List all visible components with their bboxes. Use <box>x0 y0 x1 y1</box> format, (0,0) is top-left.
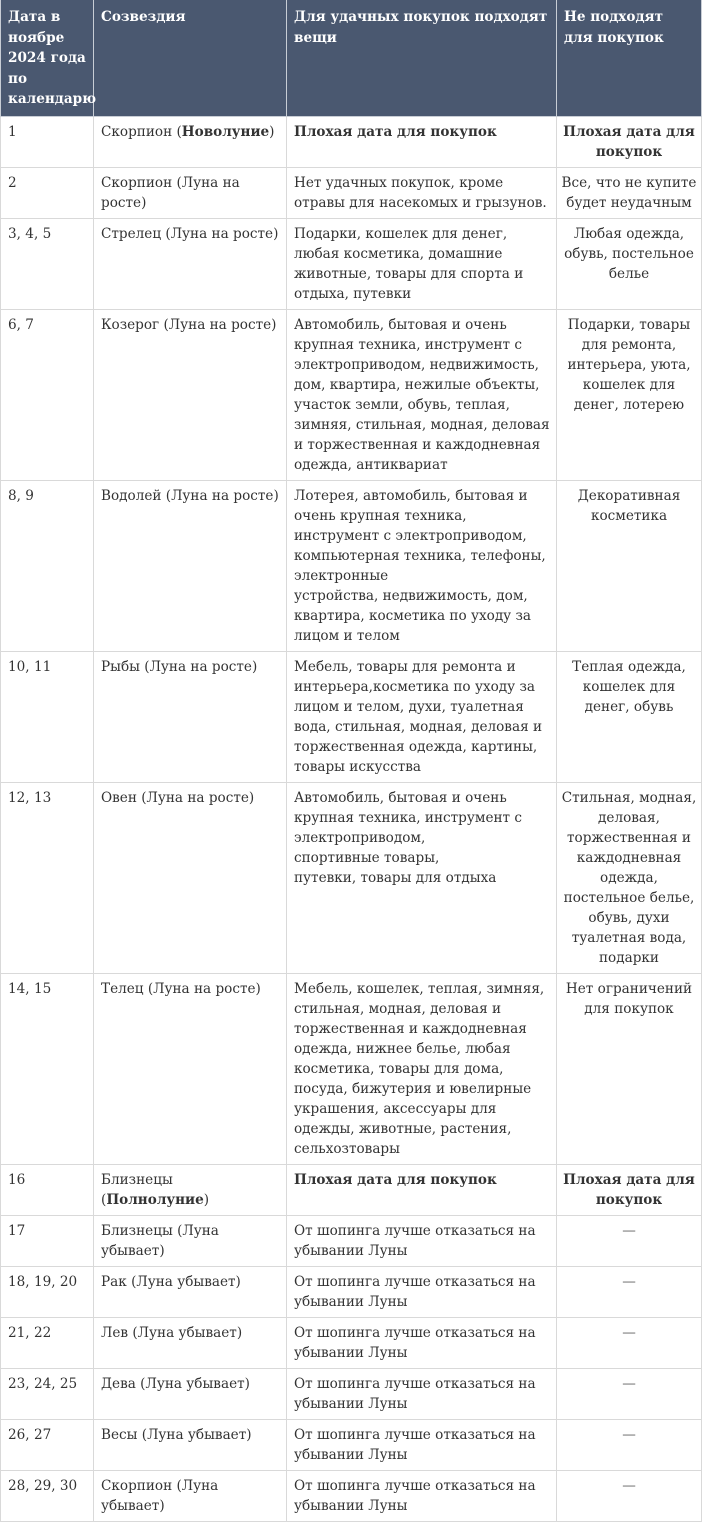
cell-good: Автомобиль, бытовая и очень крупная техника, инструмент с электроприводом, недвижимость, дом, квартира, нежилые объекты, участок земли, обувь, теплая, зимняя, стильная, модная, деловая и торжественная и каждодневная одежда, антиквариат <box>287 309 557 480</box>
cell-bad: — <box>557 1317 702 1368</box>
table-row <box>1 782 702 973</box>
table-row <box>1 651 702 782</box>
cell-good <box>287 480 557 651</box>
table-row <box>1 973 702 1164</box>
header-constellation: Созвездия <box>94 0 287 116</box>
cell-date: 28, 29, 30 <box>1 1470 94 1521</box>
good-line: Автомобиль, бытовая и очень крупная техника, инструмент с электроприводом, <box>294 789 523 846</box>
moon-phase: Полнолуние <box>106 1191 204 1208</box>
header-date: Дата в ноябре 2024 года по календарю <box>1 0 94 116</box>
cell-good: Плохая дата для покупок <box>287 1164 557 1215</box>
cell-date: 18, 19, 20 <box>1 1266 94 1317</box>
good-line: Лотерея, автомобиль, бытовая и очень крупная техника, инструмент с электроприводом, компьютерная техника, телефоны, электронные <box>294 487 546 584</box>
cell-date: 10, 11 <box>1 651 94 782</box>
constellation-name: Скорпион ( <box>101 123 182 140</box>
cell-good: От шопинга лучше отказаться на убывании Луны <box>287 1368 557 1419</box>
table-row <box>1 480 702 651</box>
cell-date: 26, 27 <box>1 1419 94 1470</box>
cell-date: 3, 4, 5 <box>1 218 94 309</box>
cell-bad: Стильная, модная, деловая, торжественная и каждодневная одежда, постельное белье, обувь, духи туалетная вода, подарки <box>557 782 702 973</box>
cell-bad: Любая одежда, обувь, постельное белье <box>557 218 702 309</box>
cell-date: 21, 22 <box>1 1317 94 1368</box>
cell-good: Плохая дата для покупок <box>287 116 557 167</box>
table-header <box>1 0 702 116</box>
cell-constellation: Водолей (Луна на росте) <box>94 480 287 651</box>
good-line: спортивные товары, <box>294 849 440 866</box>
constellation-name: Близнецы ( <box>101 1171 173 1208</box>
cell-date: 23, 24, 25 <box>1 1368 94 1419</box>
cell-bad: Плохая дата для покупок <box>557 116 702 167</box>
table-body <box>1 116 702 1521</box>
cell-constellation: Овен (Луна на росте) <box>94 782 287 973</box>
cell-constellation: Лев (Луна убывает) <box>94 1317 287 1368</box>
cell-date: 8, 9 <box>1 480 94 651</box>
cell-date: 12, 13 <box>1 782 94 973</box>
cell-constellation: Стрелец (Луна на росте) <box>94 218 287 309</box>
cell-date: 14, 15 <box>1 973 94 1164</box>
good-line: путевки, товары для отдыха <box>294 869 497 886</box>
table-row <box>1 1419 702 1470</box>
cell-good: От шопинга лучше отказаться на убывании Луны <box>287 1470 557 1521</box>
cell-bad: — <box>557 1266 702 1317</box>
cell-bad: Все, что не купите будет неудачным <box>557 167 702 218</box>
cell-date: 17 <box>1 1215 94 1266</box>
cell-constellation: Близнецы (Луна убывает) <box>94 1215 287 1266</box>
table-row <box>1 1470 702 1521</box>
cell-good: Мебель, товары для ремонта и интерьера,косметика по уходу за лицом и телом, духи, туалетная вода, стильная, модная, деловая и торжественная одежда, картины, товары искусства <box>287 651 557 782</box>
cell-constellation: Рыбы (Луна на росте) <box>94 651 287 782</box>
table-row <box>1 1317 702 1368</box>
table-row <box>1 1164 702 1215</box>
cell-bad: Теплая одежда, кошелек для денег, обувь <box>557 651 702 782</box>
cell-constellation: Дева (Луна убывает) <box>94 1368 287 1419</box>
header-good-purchases: Для удачных покупок подходят вещи <box>287 0 557 116</box>
cell-constellation: Весы (Луна убывает) <box>94 1419 287 1470</box>
cell-good <box>287 782 557 973</box>
cell-constellation: Телец (Луна на росте) <box>94 973 287 1164</box>
moon-phase: Новолуние <box>181 123 270 140</box>
cell-constellation: Скорпион (Луна убывает) <box>94 1470 287 1521</box>
table-row <box>1 1368 702 1419</box>
header-row <box>1 0 702 116</box>
cell-constellation <box>94 116 287 167</box>
cell-bad: Нет ограничений для покупок <box>557 973 702 1164</box>
cell-bad: — <box>557 1215 702 1266</box>
cell-good: Нет удачных покупок, кроме отравы для насекомых и грызунов. <box>287 167 557 218</box>
cell-constellation: Рак (Луна убывает) <box>94 1266 287 1317</box>
cell-good: От шопинга лучше отказаться на убывании Луны <box>287 1419 557 1470</box>
cell-date: 1 <box>1 116 94 167</box>
cell-constellation: Скорпион (Луна на росте) <box>94 167 287 218</box>
table-row <box>1 116 702 167</box>
table-row <box>1 1266 702 1317</box>
cell-good: От шопинга лучше отказаться на убывании Луны <box>287 1317 557 1368</box>
cell-constellation <box>94 1164 287 1215</box>
table-row <box>1 309 702 480</box>
cell-date: 16 <box>1 1164 94 1215</box>
cell-good: Мебель, кошелек, теплая, зимняя, стильная, модная, деловая и торжественная и каждодневная одежда, нижнее белье, любая косметика, товары для дома, посуда, бижутерия и ювелирные украшения, аксессуары для одежды, животные, растения, сельхозтовары <box>287 973 557 1164</box>
cell-bad: — <box>557 1419 702 1470</box>
constellation-close: ) <box>203 1191 210 1208</box>
cell-bad: Подарки, товары для ремонта, интерьера, уюта, кошелек для денег, лотерею <box>557 309 702 480</box>
cell-bad: — <box>557 1368 702 1419</box>
table-row <box>1 218 702 309</box>
cell-bad: Декоративная косметика <box>557 480 702 651</box>
table-row <box>1 1215 702 1266</box>
constellation-close: ) <box>269 123 275 140</box>
cell-good: От шопинга лучше отказаться на убывании Луны <box>287 1215 557 1266</box>
cell-date: 2 <box>1 167 94 218</box>
cell-date: 6, 7 <box>1 309 94 480</box>
cell-bad: — <box>557 1470 702 1521</box>
cell-bad: Плохая дата для покупок <box>557 1164 702 1215</box>
table-row <box>1 167 702 218</box>
header-bad-purchases: Не подходят для покупок <box>557 0 702 116</box>
cell-good: От шопинга лучше отказаться на убывании Луны <box>287 1266 557 1317</box>
cell-constellation: Козерог (Луна на росте) <box>94 309 287 480</box>
cell-good: Подарки, кошелек для денег, любая косметика, домашние животные, товары для спорта и отдыха, путевки <box>287 218 557 309</box>
good-line: устройства, недвижимость, дом, квартира, косметика по уходу за лицом и телом <box>294 587 532 644</box>
